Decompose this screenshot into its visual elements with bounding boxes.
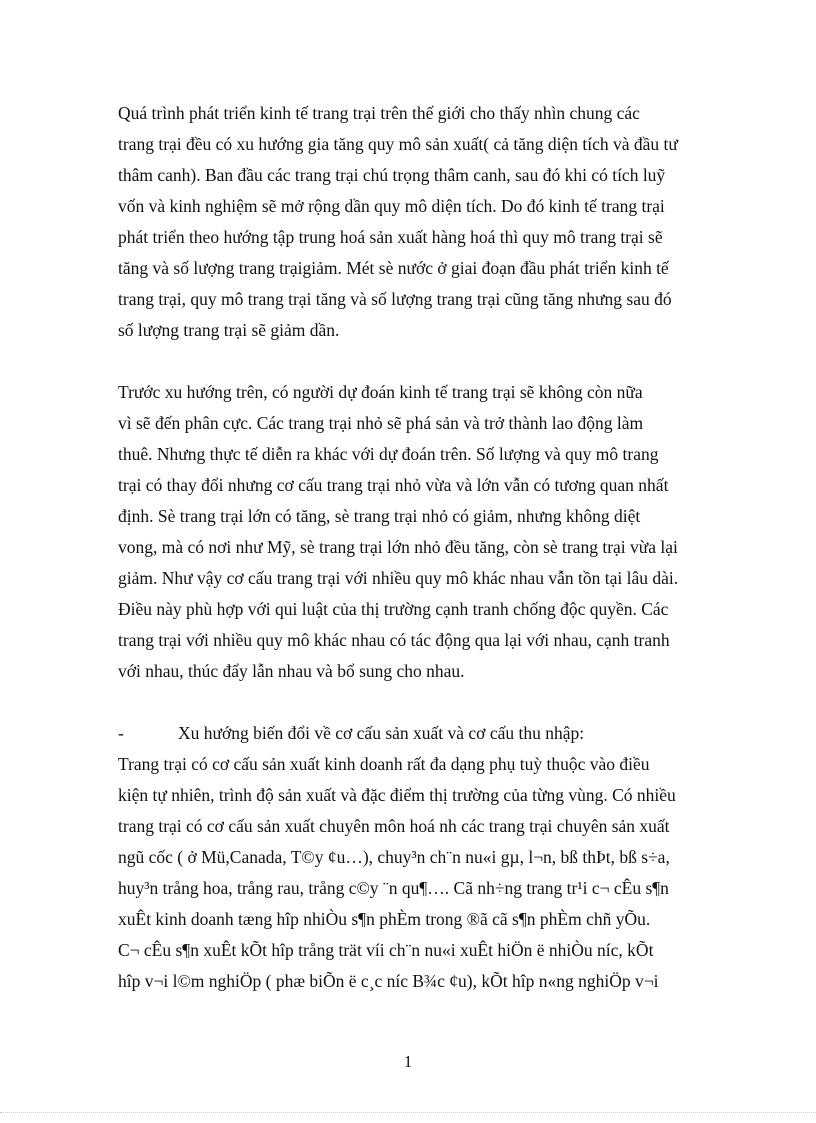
page-bottom-rule [0, 1112, 816, 1113]
text-line: trang trại, quy mô trang trại tăng và số lượng trang trại cũng tăng nhưng sau đó [118, 289, 672, 309]
text-line: trang trại với nhiều quy mô khác nhau có tác động qua lại với nhau, cạnh tranh [118, 630, 670, 650]
text-line: Trang trại có cơ cấu sản xuất kinh doanh rất đa dạng phụ tuỳ thuộc vào điều [118, 754, 650, 774]
text-line: trại có thay đổi nhưng cơ cấu trang trại nhỏ vừa và lớn vẫn có tương quan nhất [118, 475, 669, 495]
text-line: phát triển theo hướng tập trung hoá sản xuất hàng hoá thì quy mô trang trại sẽ [118, 227, 663, 247]
text-line: xuÊt kinh doanh tæng hîp nhiÒu s¶n phÈm trong ®ã cã s¶n phÈm chñ yÕu. [118, 909, 651, 929]
text-line: kiện tự nhiên, trình độ sản xuất và đặc điểm thị trường của từng vùng. Có nhiều [118, 785, 676, 805]
bullet-text: Xu hướng biến đổi về cơ cấu sản xuất và cơ cấu thu nhập: [178, 723, 585, 743]
paragraph-2 [118, 377, 696, 687]
text-line: trang trại đều có xu hướng gia tăng quy mô sản xuất( cả tăng diện tích và đầu tư [118, 134, 678, 154]
text-line: C¬ cÊu s¶n xuÊt kÕt hîp trång trät víi ch¨n nu«i xuÊt hiÖn ë nhiÒu níc, kÕt [118, 940, 654, 960]
text-line: Điều này phù hợp với qui luật của thị trường cạnh tranh chống độc quyền. Các [118, 599, 669, 619]
bullet-marker: - [118, 723, 124, 743]
text-line: vong, mà có nơi như Mỹ, sè trang trại lớn nhỏ đều tăng, còn sè trang trại vừa lại [118, 537, 678, 557]
text-line: hîp v¬i l©m nghiÖp ( phæ biÕn ë c¸c níc B¾c ¢u), kÕt hîp n«ng nghiÖp v¬i [118, 971, 659, 991]
text-line: trang trại có cơ cấu sản xuất chuyên môn hoá nh các trang trại chuyên sản xuất [118, 816, 670, 836]
paragraph-1 [118, 98, 696, 346]
text-line: tăng và số lượng trang trạigiảm. Mét sè nước ở giai đoạn đầu phát triển kinh tế [118, 258, 669, 278]
text-line: Quá trình phát triển kinh tế trang trại trên thế giới cho thấy nhìn chung các [118, 103, 640, 123]
text-line: giảm. Như vậy cơ cấu trang trại với nhiều quy mô khác nhau vẫn tồn tại lâu dài. [118, 568, 679, 588]
text-line: huy³n trång hoa, trång rau, trång c©y ¨n qu¶…. Cã nh÷ng trang tr¹i c¬ cÊu s¶n [118, 878, 669, 898]
text-line: định. Sè trang trại lớn có tăng, sè trang trại nhỏ có giảm, nhưng không diệt [118, 506, 641, 526]
text-line: vì sẽ đến phân cực. Các trang trại nhỏ sẽ phá sản và trở thành lao động làm [118, 413, 644, 433]
text-line: Trước xu hướng trên, có người dự đoán kinh tế trang trại sẽ không còn nữa [118, 382, 643, 402]
text-line: vốn và kinh nghiệm sẽ mở rộng dần quy mô diện tích. Do đó kinh tế trang trại [118, 196, 665, 216]
paragraph-3 [118, 749, 696, 997]
text-line: số lượng trang trại sẽ giảm dần. [118, 320, 340, 340]
bullet-item [118, 718, 696, 749]
text-line: thuê. Nhưng thực tế diễn ra khác với dự đoán trên. Số lượng và quy mô trang [118, 444, 659, 464]
text-line: thâm canh). Ban đầu các trang trại chú trọng thâm canh, sau đó khi có tích luỹ [118, 165, 666, 185]
text-line: ngũ cốc ( ở Mü,Canada, T©y ¢u…), chuy³n ch¨n nu«i gµ, l¬n, bß thÞt, bß s÷a, [118, 847, 670, 867]
text-line: với nhau, thúc đẩy lẫn nhau và bổ sung cho nhau. [118, 661, 465, 681]
page-number: 1 [403, 1052, 413, 1071]
